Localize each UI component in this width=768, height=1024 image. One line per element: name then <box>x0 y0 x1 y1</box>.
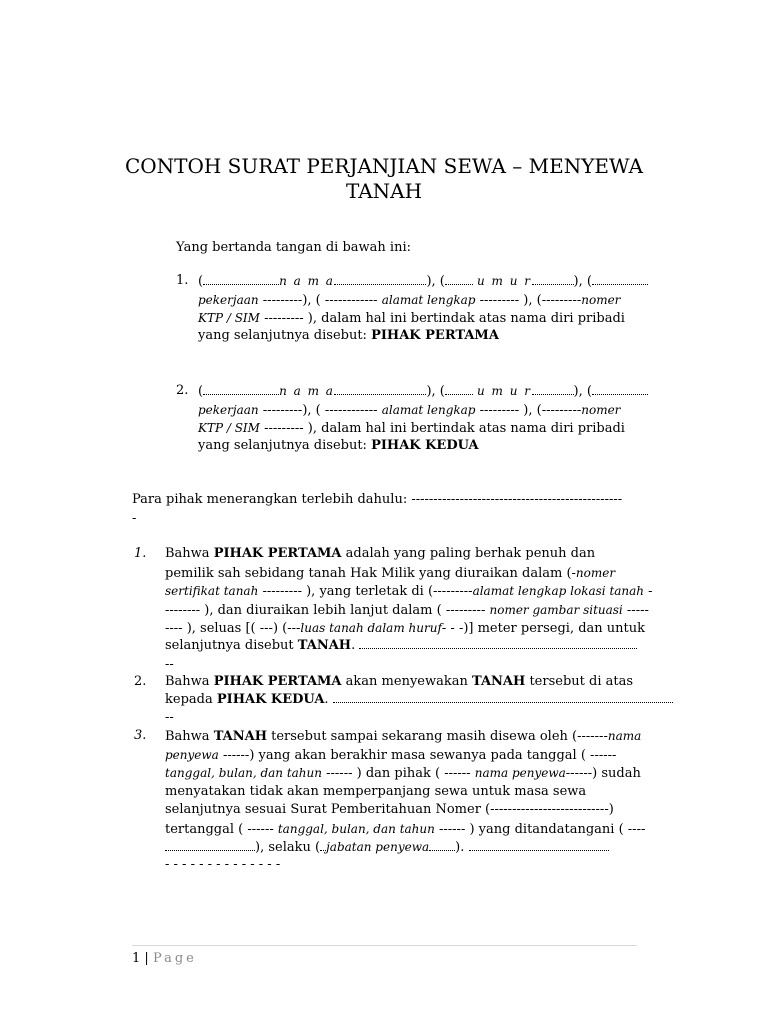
ktp-label: KTP / SIM <box>198 421 260 435</box>
nama-label: n a m a <box>279 274 335 288</box>
party-line-2: pekerjaan ---------), ( ------------ alamat lengkap --------- ), (---------nomer <box>198 403 621 418</box>
clause-3-line-6: tertanggal ( ------ tanggal, bulan, dan tahun ------ ) yang ditandatangani ( ---- <box>165 822 646 837</box>
page-footer <box>132 950 197 968</box>
clause-3-line-2: penyewa ------) yang akan berakhir masa sewanya pada tanggal ( ------ <box>165 748 617 763</box>
clause-number: 3. <box>134 728 147 743</box>
party-line-3: KTP / SIM --------- ), dalam hal ini bertindak atas nama diri pribadi <box>198 421 625 436</box>
party-line-4 <box>198 437 479 455</box>
title-line-1: CONTOH SURAT PERJANJIAN SEWA – MENYEWA <box>124 154 644 178</box>
clause-3-line-4: menyatakan tidak akan memperpanjang sewa untuk masa sewa <box>165 784 587 799</box>
party-number: 1. <box>176 273 189 288</box>
nomer-label: nomer <box>581 293 621 307</box>
document-title <box>120 154 648 204</box>
clause-number: 1. <box>134 546 147 561</box>
clause-1-line-5: ---- ), seluas [( ---) (---luas tanah dalam huruf- - -)] meter persegi, dan untuk <box>165 621 646 636</box>
alamat-label: alamat lengkap <box>381 293 476 307</box>
party-line-3: KTP / SIM --------- ), dalam hal ini bertindak atas nama diri pribadi <box>198 311 625 326</box>
preamble-tail: - <box>132 511 137 526</box>
nama-label: n a m a <box>279 384 335 398</box>
nomer-label: nomer <box>581 403 621 417</box>
ktp-label: KTP / SIM <box>198 311 260 325</box>
title-line-2: TANAH <box>345 179 423 203</box>
clause-2-tail: -- <box>165 710 174 725</box>
party-statement: ), dalam hal ini bertindak atas nama diri pribadi <box>307 421 625 436</box>
party-line-2: pekerjaan ---------), ( ------------ alamat lengkap --------- ), (---------nomer <box>198 293 621 308</box>
clause-1-line-6: selanjutnya disebut TANAH. <box>165 637 637 655</box>
party-line-4 <box>198 327 499 345</box>
party-name: PIHAK KEDUA <box>371 438 479 453</box>
clause-3-line-5: selanjutnya sesuai Surat Pemberitahuan Nomer (---------------------------) <box>165 802 614 817</box>
clause-number: 2. <box>134 674 147 689</box>
preamble-text: Para pihak menerangkan terlebih dahulu: ------------------------------------------------ <box>132 492 623 507</box>
clause-3-tail: - - - - - - - - - - - - - - <box>165 857 281 872</box>
page-word: Page <box>152 951 197 966</box>
clause-2-line-2: kepada PIHAK KEDUA. <box>165 691 673 709</box>
pekerjaan-label: pekerjaan <box>198 293 259 307</box>
clause-3-line-3: tanggal, bulan, dan tahun ------ ) dan pihak ( ------ nama penyewa------) sudah <box>165 766 641 781</box>
umur-label: u m u r <box>477 274 532 288</box>
clause-1-line-2: pemilik sah sebidang tanah Hak Milik yang diuraikan dalam (-nomer <box>165 566 616 581</box>
designation-prefix: yang selanjutnya disebut: <box>198 438 367 453</box>
clause-1-line-4: -------- ), dan diuraikan lebih lanjut dalam ( --------- nomer gambar situasi ----- <box>165 603 649 618</box>
alamat-label: alamat lengkap <box>381 403 476 417</box>
party-line-1: ( n a m a ), ( u m u r ), ( <box>198 272 648 291</box>
designation-prefix: yang selanjutnya disebut: <box>198 328 367 343</box>
party-statement: ), dalam hal ini bertindak atas nama diri pribadi <box>307 311 625 326</box>
intro-text: Yang bertanda tangan di bawah ini: <box>176 240 411 255</box>
footer-divider <box>132 945 637 946</box>
clause-3-line-1: Bahwa TANAH tersebut sampai sekarang masih disewa oleh (-------nama <box>165 729 642 744</box>
clause-1-line-1: Bahwa PIHAK PERTAMA adalah yang paling berhak penuh dan <box>165 546 596 561</box>
clause-1-tail: -- <box>165 657 174 672</box>
clause-1-line-3: sertifikat tanah --------- ), yang terletak di (---------alamat lengkap lokasi tanah - <box>165 584 653 599</box>
party-line-1: ( n a m a ), ( u m u r ), ( <box>198 382 648 401</box>
clause-3-line-7: ), selaku ( jabatan penyewa ). <box>165 838 609 857</box>
party-name: PIHAK PERTAMA <box>371 328 499 343</box>
umur-label: u m u r <box>477 384 532 398</box>
page-number: 1 <box>132 951 141 966</box>
page-separator: | <box>140 951 153 966</box>
party-number: 2. <box>176 383 189 398</box>
clause-2-line-1: Bahwa PIHAK PERTAMA akan menyewakan TANAH tersebut di atas <box>165 674 634 689</box>
pekerjaan-label: pekerjaan <box>198 403 259 417</box>
